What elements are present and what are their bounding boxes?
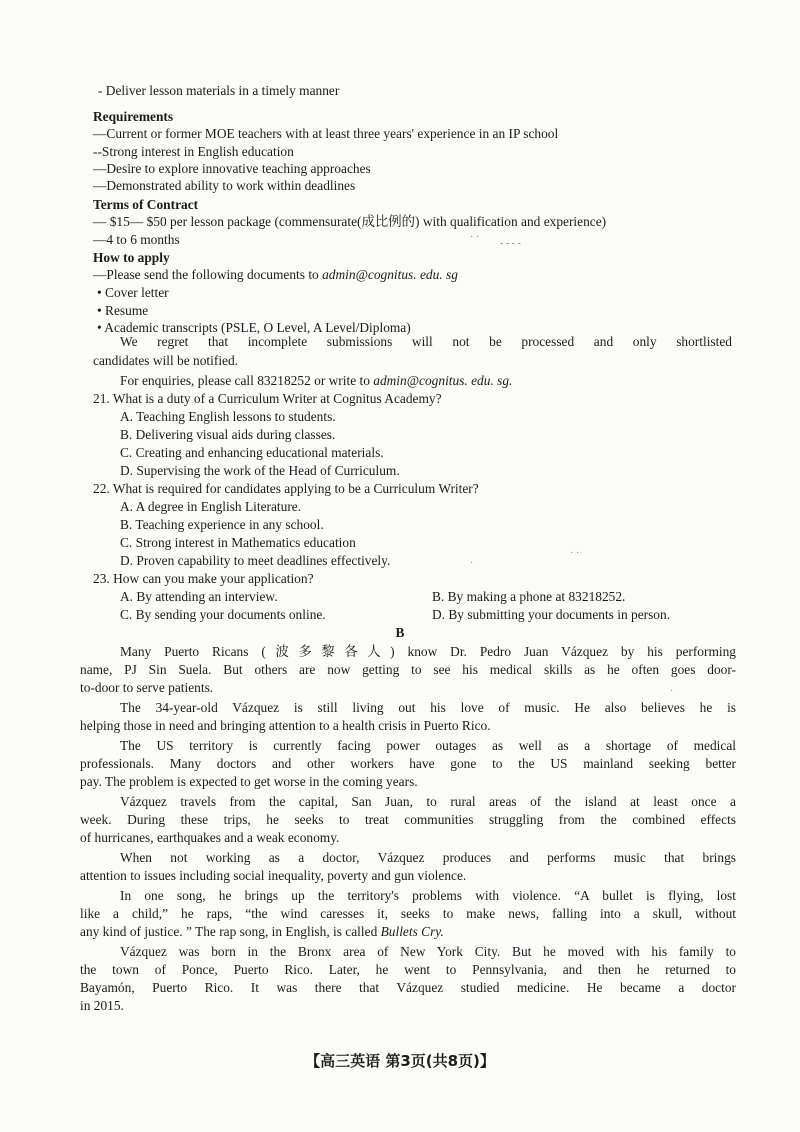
contract-item: —4 to 6 months [93, 232, 180, 247]
contract-item: — $15— $50 per lesson package (commensurate(成比例的) with qualification and experience) [93, 214, 607, 229]
question-stem: 22. What is required for candidates applying to be a Curriculum Writer? [93, 481, 479, 496]
question-option: C. Creating and enhancing educational materials. [120, 445, 384, 460]
paragraph-line: name, PJ Sin Suela. But others are now getting to see his medical skills as he often goes door- [80, 662, 736, 677]
question-option: C. By sending your documents online. [120, 607, 326, 622]
paragraph-line: Vázquez travels from the capital, San Juan, to rural areas of the island at least once a [120, 794, 736, 809]
duty-line: - Deliver lesson materials in a timely manner [98, 83, 340, 98]
question-option: A. Teaching English lessons to students. [120, 409, 336, 424]
paragraph-line: the town of Ponce, Puerto Rico. Later, he went to Pennsylvania, and then he returned to [80, 962, 736, 977]
paragraph-line: week. During these trips, he seeks to treat communities struggling from the combined effects [80, 812, 736, 827]
scan-speck: · · [570, 548, 580, 559]
requirement-item: --Strong interest in English education [93, 144, 294, 159]
paragraph-line: In one song, he brings up the territory's problems with violence. “A bullet is flying, lost [120, 888, 736, 903]
document-item: • Cover letter [97, 285, 169, 300]
regret-line: We regret that incomplete submissions will not be processed and only shortlisted [120, 334, 732, 349]
question-option: B. By making a phone at 83218252. [432, 589, 626, 604]
paragraph-line [80, 923, 444, 940]
section-b-heading: B [395, 625, 405, 640]
question-option: D. Supervising the work of the Head of Curriculum. [120, 463, 400, 478]
question-option: B. Teaching experience in any school. [120, 517, 324, 532]
regret-line: candidates will be notified. [93, 353, 239, 368]
question-option: A. By attending an interview. [120, 589, 278, 604]
paragraph-line: to-door to serve patients. [80, 680, 214, 695]
question-stem: 23. How can you make your application? [93, 571, 314, 586]
enquiry-text: For enquiries, please call 83218252 or write to [120, 373, 374, 388]
page-footer: 【高三英语 第3页(共8页)】 [305, 1052, 495, 1070]
question-stem: 21. What is a duty of a Curriculum Writer at Cognitus Academy? [93, 391, 442, 406]
paragraph-line: of hurricanes, earthquakes and a weak economy. [80, 830, 340, 845]
scan-speck: · [470, 558, 474, 569]
paragraph-line: The US territory is currently facing power outages as well as a shortage of medical [120, 738, 736, 753]
question-option: B. Delivering visual aids during classes. [120, 427, 336, 442]
requirement-item: —Demonstrated ability to work within deadlines [93, 178, 356, 193]
question-option: D. Proven capability to meet deadlines effectively. [120, 553, 391, 568]
document-item: • Academic transcripts (PSLE, O Level, A Level/Diploma) [97, 320, 411, 335]
scan-speck: ‐ ‐ ‐ ‐ [500, 238, 521, 249]
paragraph-line: pay. The problem is expected to get worse in the coming years. [80, 774, 418, 789]
question-option: A. A degree in English Literature. [120, 499, 302, 514]
paragraph-line: professionals. Many doctors and other workers have gone to the US mainland seeking better [80, 756, 736, 771]
paragraph-line: The 34-year-old Vázquez is still living out his love of music. He also believes he is [120, 700, 736, 715]
enquiry-email: admin@cognitus. edu. sg. [373, 373, 513, 388]
paragraph-line: When not working as a doctor, Vázquez produces and performs music that brings [120, 850, 736, 865]
paragraph-line: Vázquez was born in the Bronx area of New York City. But he moved with his family to [120, 944, 736, 959]
apply-intro: —Please send the following documents to [93, 267, 323, 282]
paragraph-line: like a child,” he raps, “the wind caresses it, seeks to make news, falling into a skull, without [80, 906, 736, 921]
paragraph-line: attention to issues including social inequality, poverty and gun violence. [80, 868, 467, 883]
question-option: D. By submitting your documents in person. [432, 607, 671, 622]
paragraph-line: helping those in need and bringing attention to a health crisis in Puerto Rico. [80, 718, 491, 733]
paragraph-line: in 2015. [80, 998, 124, 1013]
scan-speck: · · [470, 232, 480, 243]
apply-heading: How to apply [93, 250, 170, 265]
requirement-item: —Current or former MOE teachers with at least three years' experience in an IP school [93, 126, 559, 141]
apply-email: admin@cognitus. edu. sg [322, 267, 458, 282]
enquiry-line [120, 372, 512, 389]
paragraph-line: Bayamón, Puerto Rico. It was there that Vázquez studied medicine. He became a doctor [80, 980, 736, 995]
question-option: C. Strong interest in Mathematics education [120, 535, 356, 550]
song-title: Bullets Cry. [380, 924, 444, 939]
requirements-heading: Requirements [93, 109, 174, 124]
scan-speck: · [670, 686, 674, 697]
paragraph-text: any kind of justice. ” The rap song, in English, is called [80, 924, 381, 939]
apply-instruction [93, 266, 458, 283]
contract-heading: Terms of Contract [93, 197, 199, 212]
requirement-item: —Desire to explore innovative teaching approaches [93, 161, 371, 176]
document-item: • Resume [97, 303, 149, 318]
paragraph-line: Many Puerto Ricans (波多黎各人) know Dr. Pedro Juan Vázquez by his performing [120, 644, 736, 659]
